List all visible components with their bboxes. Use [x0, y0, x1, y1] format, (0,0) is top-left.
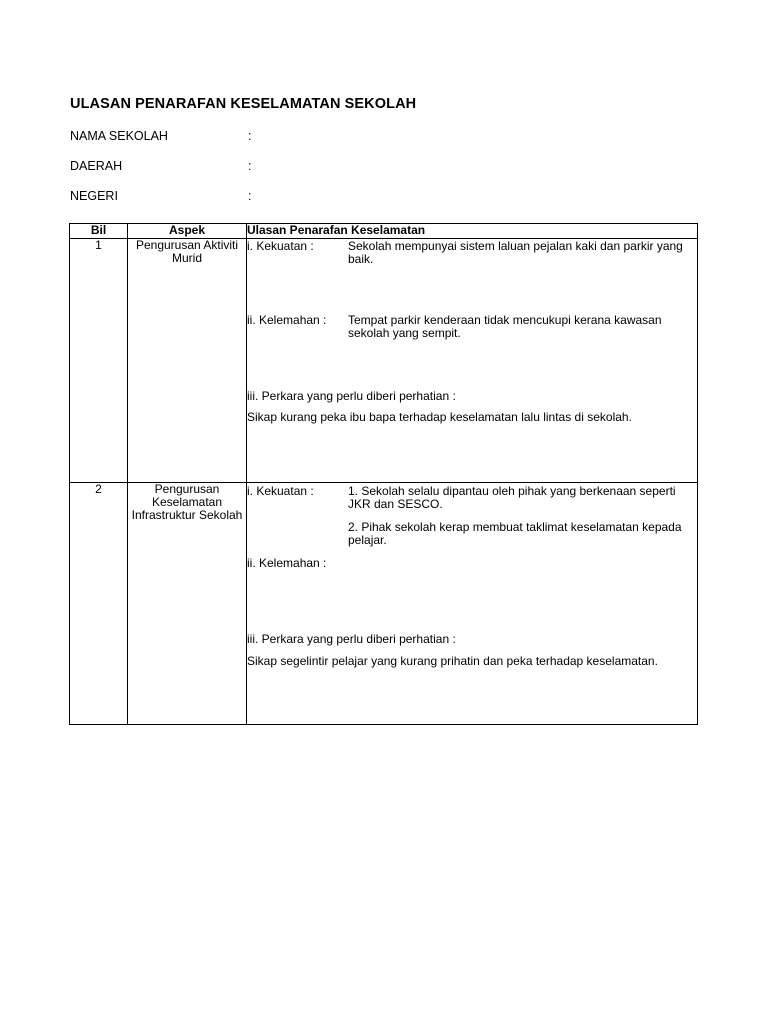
field-label: DAERAH — [70, 159, 123, 173]
kekuatan-item — [247, 240, 697, 266]
document-title: ULASAN PENARAFAN KESELAMATAN SEKOLAH — [70, 96, 417, 112]
ulasan-cell — [247, 483, 698, 725]
aspek-cell: Pengurusan Aktiviti Murid — [128, 239, 247, 483]
header-ulasan: Ulasan Penarafan Keselamatan — [247, 224, 698, 239]
kekuatan-text: Sekolah mempunyai sistem laluan pejalan kaki dan parkir yang baik. — [348, 239, 683, 266]
review-table — [69, 223, 698, 725]
ulasan-cell — [247, 239, 698, 483]
kelemahan-item — [247, 314, 697, 340]
aspek-cell: Pengurusan Keselamatan Infrastruktur Sekolah — [128, 483, 247, 725]
kekuatan-text: 1. Sekolah selalu dipantau oleh pihak yang berkenaan seperti JKR dan SESCO. — [348, 484, 676, 511]
table-row — [70, 239, 698, 483]
perhatian-label: iii. Perkara yang perlu diberi perhatian : — [247, 389, 456, 403]
kelemahan-label: ii. Kelemahan : — [247, 556, 327, 570]
kelemahan-label: ii. Kelemahan : — [247, 313, 327, 327]
field-label: NEGERI — [70, 189, 118, 203]
kekuatan-item — [247, 521, 697, 547]
perhatian-label: iii. Perkara yang perlu diberi perhatian : — [247, 632, 456, 646]
field-label: NAMA SEKOLAH — [70, 129, 168, 143]
table-header-row — [70, 224, 698, 239]
table-row — [70, 483, 698, 725]
field-separator: : — [248, 129, 252, 143]
header-aspek: Aspek — [128, 224, 247, 239]
kekuatan-label: i. Kekuatan : — [247, 484, 314, 498]
perhatian-text: Sikap segelintir pelajar yang kurang prihatin dan peka terhadap keselamatan. — [247, 654, 658, 668]
field-daerah — [70, 159, 251, 173]
field-nama-sekolah — [70, 129, 251, 143]
bil-cell: 1 — [70, 239, 128, 483]
kekuatan-text: 2. Pihak sekolah kerap membuat taklimat keselamatan kepada pelajar. — [348, 520, 682, 547]
field-separator: : — [248, 189, 252, 203]
header-bil: Bil — [70, 224, 128, 239]
field-separator: : — [248, 159, 252, 173]
field-negeri — [70, 189, 251, 203]
bil-cell: 2 — [70, 483, 128, 725]
perhatian-text: Sikap kurang peka ibu bapa terhadap keselamatan lalu lintas di sekolah. — [247, 410, 632, 424]
kekuatan-label: i. Kekuatan : — [247, 239, 314, 253]
kelemahan-text: Tempat parkir kenderaan tidak mencukupi kerana kawasan sekolah yang sempit. — [348, 313, 662, 340]
kekuatan-item — [247, 485, 697, 511]
